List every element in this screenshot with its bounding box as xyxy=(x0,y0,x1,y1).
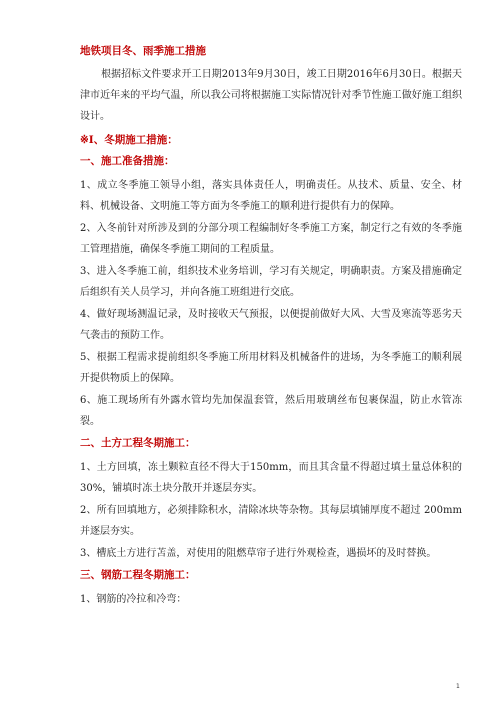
intro-paragraph: 根据招标文件要求开工日期2013年9月30日，竣工日期2016年6月30日。根据天津市近年来的平均气温，所以我公司将根据施工实际情况针对季节性施工做好施工组织设计。 xyxy=(80,69,462,122)
list-item: 5、根据工程需求提前组织冬季施工所用材料及机械备件的进场，为冬季施工的顺利展开提供物质上的保障。 xyxy=(80,352,462,384)
list-item: 6、施工现场所有外露水管均先加保温套管，然后用玻璃丝布包裹保温，防止水管冻裂。 xyxy=(80,395,462,427)
section-heading-preparation: 一、施工准备措施： xyxy=(80,155,175,167)
list-item: 4、做好现场测温记录，及时接收天气预报，以便提前做好大风、大雪及寒流等恶劣天气袭击的预防工作。 xyxy=(80,309,462,341)
list-item: 3、进入冬季施工前，组织技术业务培训，学习有关规定，明确职责。方案及措施确定后组织有关人员学习，并向各施工班组进行交底。 xyxy=(80,266,462,298)
list-item: 1、钢筋的冷拉和冷弯： xyxy=(80,594,187,605)
list-item: 2、所有回填地方，必须排除积水，清除冰块等杂物。其每层填铺厚度不超过 200mm 并逐层夯实。 xyxy=(80,505,462,537)
section-winter-construction: ※Ⅰ、冬期施工措施： xyxy=(80,134,178,146)
section-heading-rebar: 三、钢筋工程冬期施工： xyxy=(80,569,196,581)
page-number: 1 xyxy=(456,683,460,690)
list-item: 1、土方回填，冻土颗粒直径不得大于150mm，而且其含量不得超过填土量总体积的30%，铺填时冻土块分散开并逐层夯实。 xyxy=(80,462,462,494)
document-title: 地铁项目冬、雨季施工措施 xyxy=(80,45,206,57)
list-item: 2、入冬前针对所涉及到的分部分项工程编制好冬季施工方案，制定行之有效的冬季施工管理措施，确保冬季施工期间的工程质量。 xyxy=(80,223,462,255)
list-item: 1、成立冬季施工领导小组，落实具体责任人，明确责任。从技术、质量、安全、材料、机械设备、文明施工等方面为冬季施工的顺利进行提供有力的保障。 xyxy=(80,180,462,212)
document-body xyxy=(80,44,462,611)
list-item: 3、槽底土方进行苫盖，对使用的阻燃草帘子进行外观检查，遇损坏的及时替换。 xyxy=(80,548,437,559)
section-heading-earthwork: 二、土方工程冬期施工： xyxy=(80,437,196,449)
